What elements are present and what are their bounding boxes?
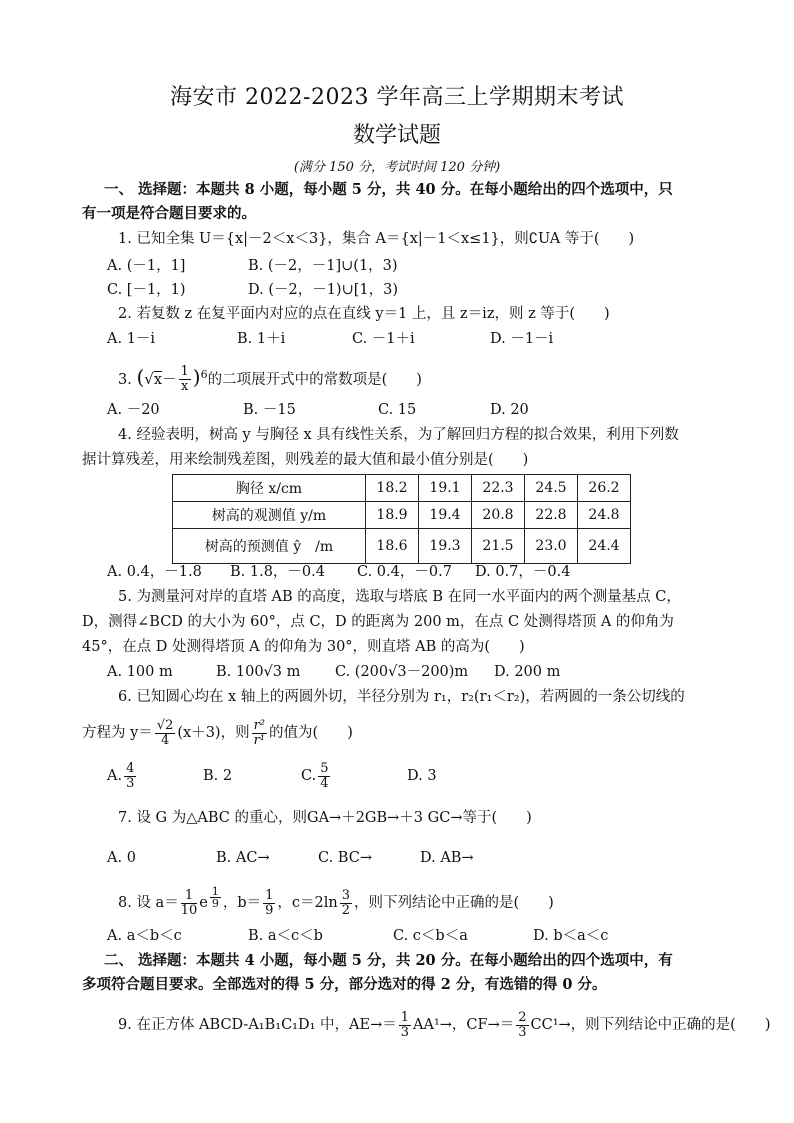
q4-stem-cont: 据计算残差，用来绘制残差图，则残差的最大值和最小值分别是( )	[82, 452, 529, 468]
q1-option-b: B. (－2，－1]∪(1，3)	[248, 258, 398, 274]
q5-stem: 5. 为测量河对岸的直塔 AB 的高度，选取与塔底 B 在同一水平面内的两个测量基点 C，	[118, 589, 681, 605]
table-row: 树高的观测值 y/m 18.9 19.4 20.8 22.8 24.8	[173, 502, 631, 529]
section2-heading: 二、 选择题：本题共 4 小题，每小题 5 分，共 20 分。在每小题给出的四个选项中，有	[104, 952, 673, 969]
exam-note: (满分 150 分，考试时间 120 分钟)	[293, 160, 501, 175]
page-subtitle: 数学试题	[352, 123, 441, 148]
q6-stem-cont: 方程为 y＝ $\frac{√2}{4}$ (x＋3)，则 $\frac{\text{r²}}{\text{r¹}}$ 的值为( )	[82, 717, 353, 748]
section1-heading: 一、 选择题：本题共 8 小题，每小题 5 分，共 40 分。在每小题给出的四个选项中，只	[104, 181, 673, 198]
q8-option-c: C. c＜b＜a	[393, 928, 468, 944]
q2-option-d: D. －1－i	[490, 331, 554, 347]
q6-stem: 6. 已知圆心均在 x 轴上的两圆外切，半径分别为 r₁，r₂(r₁＜r₂)，若两圆的一条公切线的	[118, 689, 685, 705]
q6-fraction: $\frac{√2}{4}$	[156, 717, 174, 748]
q3-tail: 的二项展开式中的常数项是( )	[207, 371, 422, 388]
q7-option-a: A. 0	[107, 850, 136, 866]
q4-stem: 4. 经验表明，树高 y 与胸径 x 具有线性关系，为了解回归方程的拟合效果，利用下列数	[118, 427, 679, 443]
q6-option-a: A. $\frac{4}{3}$	[107, 760, 135, 791]
q3-option-c: C. 15	[378, 402, 417, 418]
q7-option-c: C. BC→	[318, 850, 372, 866]
q1-option-d: D. (－2，－1)∪[1，3)	[248, 282, 399, 298]
section1-heading-cont: 有一项是符合题目要求的。	[82, 205, 256, 222]
q3-root-var: x	[153, 371, 163, 388]
q8-option-a: A. a＜b＜c	[107, 928, 182, 944]
q3-number: 3.	[118, 371, 132, 388]
q9-stem: 9. 在正方体 ABCD-A₁B₁C₁D₁ 中，AE→＝ $\frac{1}{3}$ AA¹→，CF→＝ $\frac{2}{3}$ CC¹→，则下列结论中正确的是( )	[118, 1009, 771, 1040]
q5-option-b: B. 100√3 m	[216, 664, 301, 680]
q6-option-b: B. 2	[203, 768, 233, 784]
q3-minus: －	[162, 371, 177, 388]
q8-option-b: B. a＜c＜b	[248, 928, 323, 944]
q6-option-d: D. 3	[407, 768, 437, 784]
q1-option-a: A. (－1，1]	[107, 258, 186, 274]
q4-option-b: B. 1.8，－0.4	[230, 564, 325, 580]
q5-stem-cont-1: D，测得∠BCD 的大小为 60°，点 C，D 的距离为 200 m，在点 C 处测得塔顶 A 的仰角为	[82, 614, 674, 630]
q2-option-a: A. 1－i	[107, 331, 156, 347]
q1-stem: 1. 已知全集 U＝{x|－2＜x＜3}，集合 A＝{x|－1＜x≤1}，则∁UA 等于( )	[118, 231, 635, 247]
q3-power: 6	[200, 368, 208, 381]
q3-fraction: $\frac{1}{x}$	[180, 364, 189, 395]
q4-option-d: D. 0.7，－0.4	[475, 564, 571, 580]
q3-option-d: D. 20	[490, 402, 529, 418]
q5-option-a: A. 100 m	[107, 664, 173, 680]
q3-option-a: A. －20	[107, 402, 160, 418]
q3-option-b: B. －15	[243, 402, 296, 418]
q7-option-d: D. AB→	[420, 850, 474, 866]
q4-option-a: A. 0.4，－1.8	[107, 564, 202, 580]
q5-option-d: D. 200 m	[494, 664, 561, 680]
section2-heading-cont: 多项符合题目要求。全部选对的得 5 分，部分选对的得 2 分，有选错的得 0 分。	[82, 976, 607, 993]
q7-option-b: B. AC→	[216, 850, 270, 866]
q4-data-table	[172, 474, 631, 564]
page-title: 海安市 2022-2023 学年高三上学期期末考试	[170, 85, 624, 110]
table-row: 树高的预测值 ŷ /m 18.6 19.3 21.5 23.0 24.4	[173, 529, 631, 564]
q2-option-b: B. 1＋i	[237, 331, 286, 347]
q1-option-c: C. [－1，1)	[107, 282, 186, 298]
q8-stem: 8. 设 a＝ $\frac{1}{10}$ e $\frac{1}{9}$ ，b＝ $\frac{1}{9}$ ，c＝2ln $\frac{3}{2}$ ，则下列结论中正确的是( )	[118, 885, 554, 918]
q8-option-d: D. b＜a＜c	[533, 928, 609, 944]
q4-option-c: C. 0.4，－0.7	[357, 564, 452, 580]
q5-option-c: C. (200√3－200)m	[335, 664, 469, 680]
q2-stem: 2. 若复数 z 在复平面内对应的点在直线 y＝1 上，且 z＝iz，则 z 等于( )	[118, 306, 610, 322]
q3-stem: 3. (√x－ $\frac{1}{x}$ )$^6$的二项展开式中的常数项是( )	[118, 364, 422, 395]
q6-option-c: C. $\frac{5}{4}$	[301, 760, 329, 791]
q6-ratio-fraction: $\frac{\text{r²}}{\text{r¹}}$	[253, 717, 266, 748]
q2-option-c: C. －1＋i	[352, 331, 415, 347]
q5-stem-cont-2: 45°，在点 D 处测得塔顶 A 的仰角为 30°，则直塔 AB 的高为( )	[82, 639, 525, 655]
table-row: 胸径 x/cm 18.2 19.1 22.3 24.5 26.2	[173, 475, 631, 502]
q7-stem: 7. 设 G 为△ABC 的重心，则GA→＋2GB→＋3 GC→等于( )	[118, 810, 532, 826]
